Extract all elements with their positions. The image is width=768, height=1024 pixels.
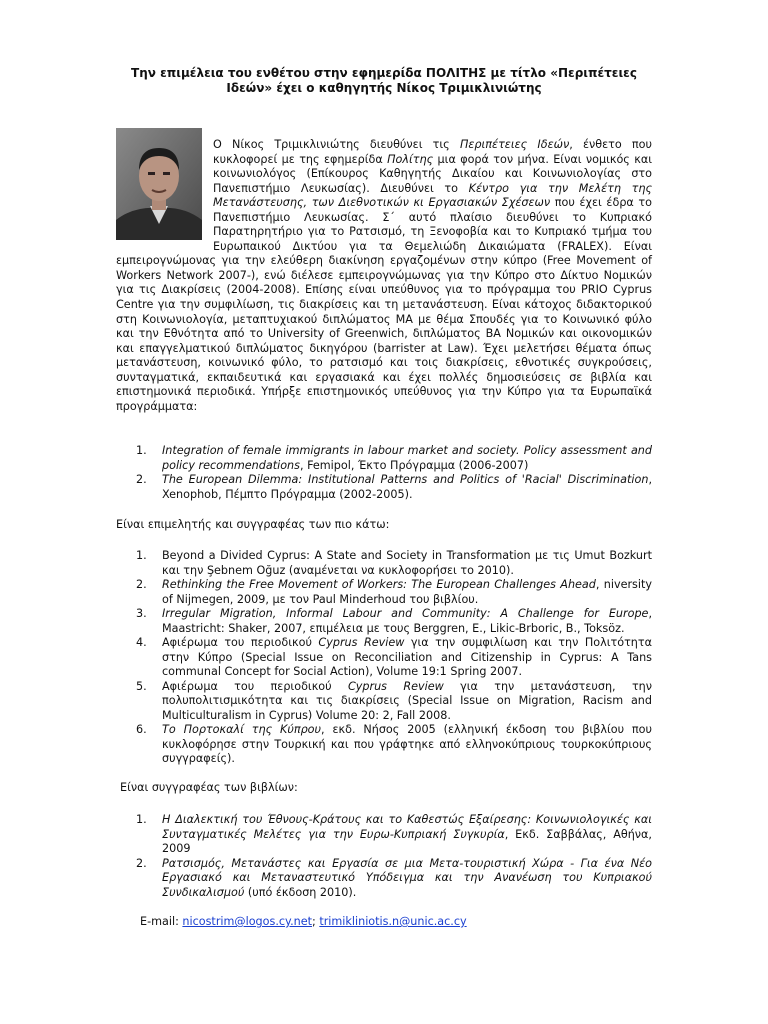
document-title (112, 66, 656, 96)
photo-spacer (116, 138, 213, 254)
list-item: 5. Αφιέρωμα του περιοδικού Cyprus Review για την μετανάστευση, την πολυπολιτισμικότητα και τις διακρίσεις (Special Issue on Migration, Racism and Multiculturalism in Cyprus) Volume 20: 2, Fall 2008. (136, 679, 653, 722)
email-line: E-mail: nicostrim@logos.cy.net; trimikliniotis.n@unic.ac.cy (140, 915, 467, 928)
list-item: 2. The European Dilemma: Institutional Patterns and Politics of 'Racial' Discrimination, Xenophob, Πέμπτο Πρόγραμμα (2002-2005). (136, 473, 652, 501)
bio-text-2: , ένθετο που κυκλοφορεί με της εφημερίδα (213, 138, 652, 166)
editor-heading: Είναι επιμελητής και συγγραφέας των πιο κάτω: (116, 518, 390, 531)
bio-italic-3: Κέντρο για την Μελέτη της Μετανάστευσης, των Διεθνοτικών κι Εργασιακών Σχέσεων (213, 181, 653, 210)
email-label: E-mail: (140, 915, 183, 928)
books-list (136, 813, 652, 900)
biography-paragraph (116, 138, 652, 414)
list-item: 4. Αφιέρωμα του περιοδικού Cyprus Review για την συμφιλίωση και την Πολιτότητα στην Κύπρο (Special Issue on Reconciliation and Citizenship in Cyprus: A Tans communal Concept for Social Action), Volume 19:1 Spring 2007. (136, 636, 653, 678)
author-heading: Είναι συγγραφέας των βιβλίων: (120, 781, 298, 794)
email-link-unic[interactable]: trimikliniotis.n@unic.ac.cy (319, 915, 467, 928)
title-line-1: Την επιμέλεια του ενθέτου στην εφημερίδα ΠΟΛΙΤΗΣ με τίτλο «Περιπέτειες (131, 66, 637, 80)
list-item: 1. Integration of female immigrants in labour market and society. Policy assessment and policy recommendations, Femipol, Έκτο Πρόγραμμα (2006-2007) (136, 444, 652, 472)
bio-italic-1: Περιπέτειες Ιδεών (459, 138, 570, 151)
bio-text-4: που έχει έδρα το Πανεπιστήμιο Λευκωσίας. Σ΄ αυτό πλαίσιο διευθύνει το Κυπριακό Παρατηρητήριο για το Ρατσισμό, τη Ξενοφοβία και το Κυπριακό τμήμα του Ευρωπαικού Δικτύου για τα Θεμελιώδη Δικαιώματα (FRALEX). Είναι εμπειρογνώμονας για την ελεύθερη διακίνηση εργαζομένων στην κύπρο (Free Movement of Workers Network 2007-), ενώ διέλεσε εμπειρογνώμωνας για την Κύπρο στο Δίκτυο Νομικών για τις Διακρίσεις (2004-2008). Επίσης είναι υπεύθυνος για το πρόγραμμα του PRIO Cyprus Centre για την συμφιλίωση, τις διακρίσεις και τη μετανάστευση. Είναι κάτοχος διδακτορικού στη Κοινωνιολογία, μεταπτυχιακού διπλώματος MA με θέμα Σπουδές για το Κοινωνικό φύλο και την Εθνότητα από το University of Greenwich, διπλώματος BA Νομικών και οικονομικών και επαγγελματικού διπλώματος δικηγόρου (barrister at Law). Έχει μελετήσει θέματα όπως μετανάστευση, κοινωνικό φύλο, το ρατσισμό και τοις διακρίσεις, εθνοτικές συγκρούσεις, συνταγματικά, εκπαιδευτικά και εργασιακά και έχει πολλές δημοσιεύσεις σε βιβλία και επιστημονικά περιοδικά. Υπήρξε επιστημονικός υπεύθυνος για την Κύπρο για τα Ευρωπαϊκά προγράμματα: (116, 196, 652, 413)
edited-works-list (136, 549, 652, 767)
bio-italic-2: Πολίτης (387, 152, 434, 166)
programmes-list (136, 444, 652, 502)
title-line-2: Ιδεών» έχει ο καθηγητής Νίκος Τριμικλινιώτης (226, 81, 542, 95)
email-link-logos[interactable]: nicostrim@logos.cy.net (182, 915, 312, 928)
list-item: 3. Irregular Migration, Informal Labour and Community: A Challenge for Europe, Maastricht: Shaker, 2007, επιμέλεια με τους Berggren, E., Likic-Brboric, B., Toksöz. (136, 607, 652, 635)
list-item: 2. Ρατσισμός, Μετανάστες και Εργασία σε μια Μετα-τουριστική Χώρα - Για ένα Νέο Εργασιακό και Μεταναστευτικό Υπόδειγμα και την Ανανέωση του Κυπριακού Συνδικαλισμού (υπό έκδοση 2010). (136, 856, 652, 899)
list-item: 1. Η Διαλεκτική του Έθνους-Κράτους και το Καθεστώς Εξαίρεσης: Κοινωνιολογικές και Συνταγματικές Μελέτες για την Ευρω-Κυπριακή Συγκυρία, Εκδ. Σαββάλας, Αθήνα, 2009 (136, 813, 652, 855)
list-item: 2. Rethinking the Free Movement of Workers: The European Challenges Ahead, niversity of Nijmegen, 2009, με τον Paul Minderhoud του βιβλίου. (136, 578, 653, 606)
list-item: 6. Το Πορτοκαλί της Κύπρου, εκδ. Νήσος 2005 (ελληνική έκδοση του βιβλίου που κυκλοφόρησε στην Τουρκική και που γράφτηκε από ελληνοκύπριους τουρκοκύπριους συγγραφείς). (136, 723, 652, 765)
bio-text-1: Ο Νίκος Τριμικλινιώτης διευθύνει τις (213, 138, 460, 151)
list-item: 1. Beyond a Divided Cyprus: A State and Society in Transformation με τις Umut Bozkurt και την Şebnem Oğuz (αναμένεται να κυκλοφορήσει το 2010). (136, 549, 652, 577)
bio-text-3: μια φορά τον μήνα. Είναι νομικός και κοινωνιολόγος (Επίκουρος Καθηγητής Δικαίου και Κοινωνιολογίας στο Πανεπιστήμιο Λευκωσίας). Διευθύνει το (213, 152, 653, 195)
